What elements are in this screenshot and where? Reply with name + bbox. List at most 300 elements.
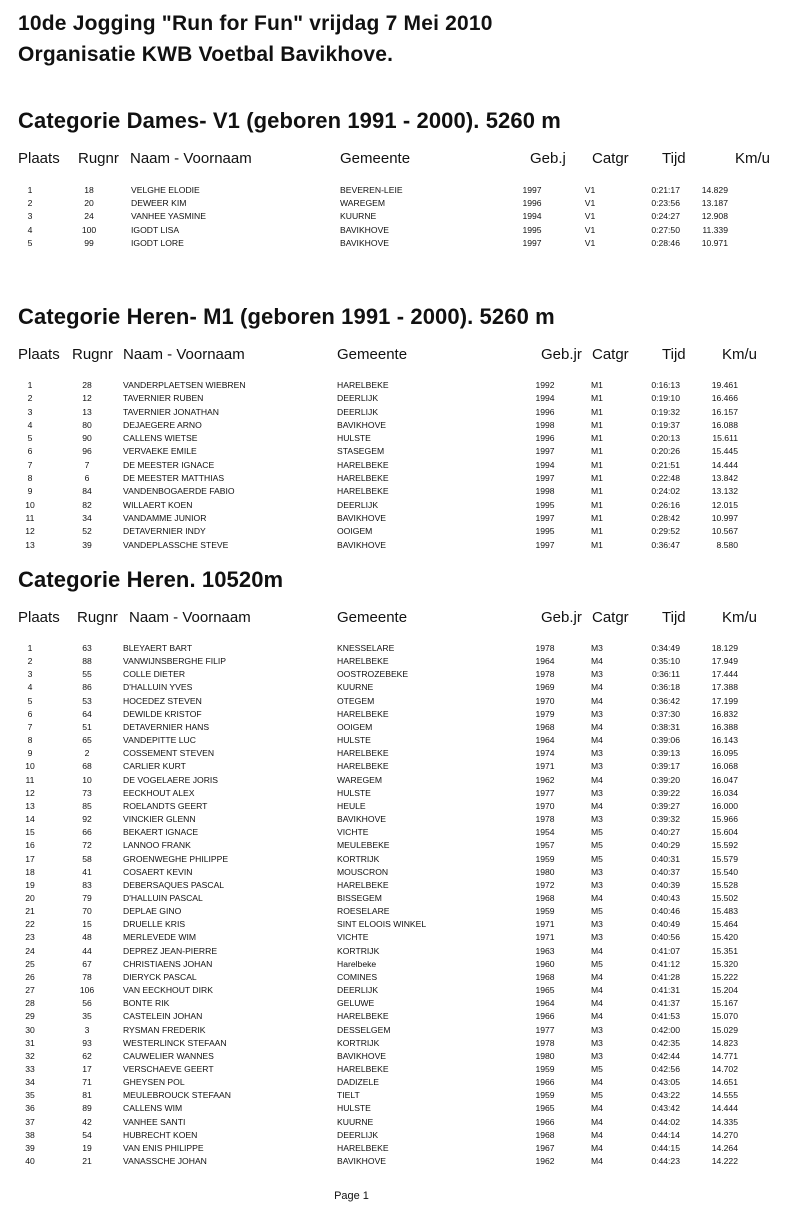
col-naam-cell: GROENWEGHE PHILIPPE <box>123 853 229 864</box>
col-rugnr-cell: 99 <box>84 237 94 248</box>
table-row <box>0 1155 787 1168</box>
col-plaats-cell: 10 <box>25 499 35 510</box>
col-naam-cell: DETAVERNIER INDY <box>123 526 206 537</box>
col-rugnr-cell: 12 <box>82 393 92 404</box>
col-rugnr-cell: 86 <box>82 682 92 693</box>
col-gemeente-cell: HARELBEKE <box>337 761 389 772</box>
col-tijd-cell: 0:42:44 <box>651 1050 680 1061</box>
col-naam-cell: DEBERSAQUES PASCAL <box>123 879 225 890</box>
col-geboortejaar-cell: 1978 <box>535 669 555 680</box>
col-naam-cell: CALLENS WIM <box>123 1103 183 1114</box>
col-snelheid-cell: 17.444 <box>711 669 738 680</box>
col-plaats-cell: 5 <box>27 695 33 706</box>
col-categorie-cell: M4 <box>591 1103 603 1114</box>
col-tijd-cell: 0:40:37 <box>651 866 680 877</box>
col-categorie-cell: M5 <box>591 1064 603 1074</box>
col-geboortejaar-cell: 1977 <box>535 787 555 798</box>
col-tijd-cell: 0:36:11 <box>651 669 680 680</box>
col-plaats-cell: 3 <box>27 669 33 680</box>
col-plaats-cell: 23 <box>25 932 35 943</box>
col-gemeente-cell: DEERLIJK <box>337 393 379 404</box>
col-categorie-header: Catgr <box>592 150 629 167</box>
col-tijd-cell: 0:43:05 <box>651 1077 680 1088</box>
col-tijd-cell: 0:35:10 <box>651 656 680 667</box>
col-categorie-cell: M3 <box>591 866 603 877</box>
col-gemeente-cell: KORTRIJK <box>337 853 380 864</box>
col-tijd-cell: 0:40:39 <box>651 879 680 890</box>
col-rugnr-cell: 13 <box>82 406 92 417</box>
col-gemeente-cell: VICHTE <box>337 932 369 943</box>
col-tijd-cell: 0:40:46 <box>651 906 680 917</box>
table-row <box>0 971 787 984</box>
col-rugnr-cell: 20 <box>84 198 94 209</box>
col-gemeente-cell: BAVIKHOVE <box>337 1156 387 1167</box>
col-naam-header: Naam - Voornaam <box>130 150 252 167</box>
table-row <box>0 695 787 708</box>
col-categorie-cell: M4 <box>591 682 603 693</box>
col-gemeente-cell: ROESELARE <box>337 906 390 917</box>
table-row <box>0 866 787 879</box>
col-geboortejaar-cell: 1965 <box>535 1103 555 1114</box>
col-tijd-cell: 0:39:32 <box>651 814 680 825</box>
col-rugnr-cell: 7 <box>84 459 90 470</box>
col-tijd-cell: 0:16:13 <box>651 380 680 390</box>
col-geboortejaar-cell: 1964 <box>535 998 555 1009</box>
col-snelheid-cell: 16.088 <box>711 419 738 430</box>
col-geboortejaar-cell: 1970 <box>535 695 555 706</box>
table-row <box>0 997 787 1010</box>
col-gemeente-cell: HARELBEKE <box>337 708 389 719</box>
col-naam-cell: VANHEE SANTI <box>123 1116 186 1127</box>
col-naam-cell: LANNOO FRANK <box>123 840 191 851</box>
col-snelheid-cell: 14.444 <box>711 1103 738 1114</box>
col-snelheid-cell: 15.579 <box>711 853 738 864</box>
col-gemeente-cell: DESSELGEM <box>337 1024 391 1035</box>
col-tijd-cell: 0:44:15 <box>651 1142 680 1153</box>
col-gemeente-cell: KUURNE <box>337 682 374 693</box>
table-row <box>0 655 787 668</box>
col-plaats-cell: 6 <box>27 446 33 457</box>
col-tijd-cell: 0:27:50 <box>651 224 680 235</box>
col-rugnr-cell: 2 <box>84 748 90 759</box>
col-categorie-cell: M3 <box>591 669 603 680</box>
col-snelheid-cell: 13.132 <box>711 486 738 497</box>
col-rugnr-cell: 89 <box>82 1103 92 1114</box>
col-rugnr-cell: 67 <box>82 958 92 969</box>
col-categorie-cell: M3 <box>591 1024 603 1035</box>
col-gemeente-cell: MOUSCRON <box>337 866 389 877</box>
col-naam-cell: RYSMAN FREDERIK <box>123 1024 206 1035</box>
table-row <box>0 210 787 223</box>
col-categorie-cell: M3 <box>591 1037 603 1048</box>
col-plaats-cell: 40 <box>25 1156 35 1167</box>
col-geboortejaar-cell: 1996 <box>535 433 555 444</box>
col-naam-cell: DEPLAE GINO <box>123 906 182 917</box>
table-row <box>0 472 787 485</box>
col-naam-cell: WILLAERT KOEN <box>123 499 193 510</box>
col-tijd-cell: 0:39:27 <box>651 800 680 811</box>
col-tijd-cell: 0:44:14 <box>651 1129 680 1140</box>
col-plaats-cell: 34 <box>25 1077 35 1088</box>
col-naam-cell: HUBRECHT KOEN <box>123 1129 198 1140</box>
col-tijd-cell: 0:39:13 <box>651 748 680 759</box>
table-row <box>0 1037 787 1050</box>
col-tijd-cell: 0:36:42 <box>651 695 680 706</box>
col-categorie-cell: M1 <box>591 512 603 523</box>
results-table <box>0 642 787 1168</box>
table-row <box>0 787 787 800</box>
col-naam-cell: ROELANDTS GEERT <box>123 800 208 811</box>
col-rugnr-cell: 88 <box>82 656 92 667</box>
col-rugnr-cell: 72 <box>82 840 92 851</box>
col-tijd-cell: 0:19:10 <box>651 393 680 404</box>
col-plaats-cell: 4 <box>27 682 33 693</box>
col-categorie-cell: M4 <box>591 998 603 1009</box>
col-categorie-cell: M3 <box>591 919 603 930</box>
col-naam-cell: VANHEE YASMINE <box>131 211 206 222</box>
col-tijd-cell: 0:20:26 <box>651 446 680 457</box>
table-header <box>0 346 787 368</box>
col-gemeente-cell: OTEGEM <box>337 695 375 706</box>
col-categorie-header: Catgr <box>592 346 629 363</box>
col-plaats-cell: 2 <box>27 656 33 667</box>
col-categorie-cell: M3 <box>591 787 603 798</box>
col-geboortejaar-cell: 1968 <box>535 892 555 903</box>
col-categorie-cell: M1 <box>591 406 603 417</box>
col-naam-cell: CASTELEIN JOHAN <box>123 1011 203 1022</box>
col-gemeente-header: Gemeente <box>340 150 411 167</box>
col-rugnr-cell: 41 <box>82 866 92 877</box>
col-plaats-cell: 16 <box>25 840 35 851</box>
col-gemeente-cell: WAREGEM <box>340 198 386 209</box>
col-gemeente-cell: SINT ELOOIS WINKEL <box>337 919 427 930</box>
col-rugnr-cell: 92 <box>82 814 92 825</box>
table-row <box>0 1142 787 1155</box>
col-rugnr-cell: 71 <box>82 1077 92 1088</box>
section-title: Categorie Heren. 10520m <box>18 567 284 592</box>
col-gemeente-cell: KORTRIJK <box>337 1037 380 1048</box>
col-rugnr-cell: 82 <box>82 499 92 510</box>
col-snelheid-cell: 15.528 <box>711 879 738 890</box>
table-row <box>0 1102 787 1115</box>
col-plaats-cell: 12 <box>25 526 35 537</box>
col-rugnr-cell: 39 <box>82 539 92 550</box>
col-snelheid-cell: 14.222 <box>711 1156 738 1167</box>
col-geboortejaar-cell: 1965 <box>535 985 555 996</box>
table-row <box>0 419 787 432</box>
col-tijd-header: Tijd <box>662 609 686 626</box>
col-rugnr-cell: 6 <box>84 473 90 484</box>
col-naam-cell: VANDAMME JUNIOR <box>123 512 207 523</box>
table-row <box>0 406 787 419</box>
col-rugnr-cell: 44 <box>82 945 92 956</box>
col-snelheid-cell: 15.445 <box>711 446 738 457</box>
col-rugnr-cell: 34 <box>82 512 92 523</box>
col-naam-cell: IGODT LORE <box>131 237 184 248</box>
table-row <box>0 1063 787 1076</box>
col-rugnr-cell: 3 <box>84 1024 90 1035</box>
col-geboortejaar-cell: 1969 <box>535 682 555 693</box>
col-naam-cell: VAN EECKHOUT DIRK <box>123 985 213 996</box>
col-naam-cell: DEWEER KIM <box>131 198 187 209</box>
col-geboortejaar-cell: 1995 <box>522 224 542 235</box>
table-row <box>0 1050 787 1063</box>
col-naam-cell: WESTERLINCK STEFAAN <box>123 1037 227 1048</box>
col-naam-cell: IGODT LISA <box>131 224 180 235</box>
col-tijd-cell: 0:43:42 <box>651 1103 680 1114</box>
page-number: Page 1 <box>334 1190 369 1202</box>
col-plaats-cell: 9 <box>27 486 33 497</box>
col-plaats-cell: 18 <box>25 866 35 877</box>
col-tijd-cell: 0:21:51 <box>651 459 680 470</box>
col-naam-cell: VANDERPLAETSEN WIEBREN <box>123 380 246 390</box>
col-naam-cell: VANDEPITTE LUC <box>123 735 196 746</box>
table-row <box>0 237 787 250</box>
table-row <box>0 892 787 905</box>
col-geboortejaar-cell: 1997 <box>522 237 542 248</box>
col-snelheid-cell: 15.966 <box>711 814 738 825</box>
col-gemeente-cell: BAVIKHOVE <box>337 512 387 523</box>
col-plaats-cell: 25 <box>25 958 35 969</box>
col-tijd-cell: 0:37:30 <box>651 708 680 719</box>
col-gemeente-cell: HARELBEKE <box>337 656 389 667</box>
col-rugnr-cell: 48 <box>82 932 92 943</box>
col-naam-cell: D'HALLUIN PASCAL <box>123 892 203 903</box>
col-plaats-cell: 11 <box>25 774 35 785</box>
col-tijd-cell: 0:28:42 <box>651 512 680 523</box>
table-row <box>0 499 787 512</box>
col-gemeente-cell: HARELBEKE <box>337 459 389 470</box>
col-plaats-cell: 20 <box>25 892 35 903</box>
col-rugnr-cell: 83 <box>82 879 92 890</box>
col-rugnr-cell: 93 <box>82 1037 92 1048</box>
col-tijd-cell: 0:44:23 <box>651 1156 680 1167</box>
col-naam-cell: BONTE RIK <box>123 998 170 1009</box>
col-categorie-cell: M1 <box>591 380 603 390</box>
col-tijd-header: Tijd <box>662 150 686 167</box>
col-rugnr-cell: 65 <box>82 735 92 746</box>
col-tijd-cell: 0:40:29 <box>651 840 680 851</box>
table-header <box>0 150 787 172</box>
table-row <box>0 708 787 721</box>
col-gemeente-cell: BEVEREN-LEIE <box>340 185 403 195</box>
col-rugnr-cell: 18 <box>84 185 94 195</box>
col-plaats-cell: 26 <box>25 971 35 982</box>
results-table <box>0 184 787 250</box>
table-row <box>0 681 787 694</box>
col-geboortejaar-cell: 1970 <box>535 800 555 811</box>
col-categorie-cell: M3 <box>591 879 603 890</box>
col-gemeente-cell: BAVIKHOVE <box>337 814 387 825</box>
col-categorie-cell: M1 <box>591 499 603 510</box>
col-tijd-cell: 0:40:43 <box>651 892 680 903</box>
col-tijd-cell: 0:20:13 <box>651 433 680 444</box>
col-geboortejaar-cell: 1971 <box>535 919 555 930</box>
col-geboortejaar-cell: 1974 <box>535 748 555 759</box>
col-geboortejaar-cell: 1995 <box>535 499 555 510</box>
col-categorie-cell: M1 <box>591 526 603 537</box>
col-snelheid-cell: 16.832 <box>711 708 738 719</box>
col-snelheid-cell: 14.270 <box>711 1129 738 1140</box>
col-snelheid-cell: 16.034 <box>711 787 738 798</box>
table-header <box>0 609 787 631</box>
col-geboortejaar-cell: 1980 <box>535 866 555 877</box>
col-gemeente-cell: KORTRIJK <box>337 945 380 956</box>
col-plaats-cell: 38 <box>25 1129 35 1140</box>
col-naam-cell: MERLEVEDE WIM <box>123 932 197 943</box>
col-rugnr-cell: 19 <box>82 1142 92 1153</box>
table-row <box>0 392 787 405</box>
col-snelheid-cell: 16.068 <box>711 761 738 772</box>
col-naam-cell: DEPREZ JEAN-PIERRE <box>123 945 218 956</box>
col-plaats-cell: 8 <box>27 735 33 746</box>
table-row <box>0 747 787 760</box>
col-geboortejaar-cell: 1998 <box>535 419 555 430</box>
col-categorie-cell: M4 <box>591 695 603 706</box>
col-tijd-cell: 0:40:27 <box>651 827 680 838</box>
col-naam-cell: TAVERNIER RUBEN <box>123 393 204 404</box>
col-tijd-cell: 0:39:17 <box>651 761 680 772</box>
col-geboortejaar-header: Geb.j <box>530 150 566 167</box>
col-snelheid-cell: 15.222 <box>711 971 738 982</box>
col-categorie-cell: M4 <box>591 774 603 785</box>
col-categorie-cell: M5 <box>591 1090 603 1101</box>
col-rugnr-cell: 10 <box>82 774 92 785</box>
col-gemeente-cell: OOIGEM <box>337 526 373 537</box>
col-snelheid-cell: 16.143 <box>711 735 738 746</box>
col-categorie-cell: V1 <box>584 237 596 248</box>
col-categorie-cell: M3 <box>591 932 603 943</box>
col-rugnr-header: Rugnr <box>78 150 119 167</box>
col-tijd-cell: 0:29:52 <box>651 526 680 537</box>
col-snelheid-cell: 13.842 <box>711 473 738 484</box>
col-snelheid-cell: 10.997 <box>711 512 738 523</box>
col-gemeente-cell: DEERLIJK <box>337 985 379 996</box>
col-rugnr-cell: 28 <box>82 380 92 390</box>
col-tijd-cell: 0:41:12 <box>651 958 680 969</box>
col-categorie-cell: M1 <box>591 486 603 497</box>
col-tijd-cell: 0:34:49 <box>651 643 680 653</box>
col-naam-cell: DEWILDE KRISTOF <box>123 708 202 719</box>
col-rugnr-cell: 90 <box>82 433 92 444</box>
col-categorie-cell: M4 <box>591 1077 603 1088</box>
col-geboortejaar-cell: 1998 <box>535 486 555 497</box>
col-geboortejaar-cell: 1957 <box>535 840 555 851</box>
col-tijd-cell: 0:21:17 <box>651 185 680 195</box>
section-title: Categorie Dames- V1 (geboren 1991 - 2000). 5260 m <box>18 108 561 133</box>
col-snelheid-cell: 15.167 <box>711 998 738 1009</box>
table-row <box>0 774 787 787</box>
table-row <box>0 432 787 445</box>
col-snelheid-header: Km/u <box>722 609 758 626</box>
col-plaats-cell: 30 <box>25 1024 35 1035</box>
table-row <box>0 879 787 892</box>
col-gemeente-cell: MEULEBEKE <box>337 840 390 851</box>
table-row <box>0 918 787 931</box>
col-categorie-cell: M5 <box>591 840 603 851</box>
col-tijd-cell: 0:19:32 <box>651 406 680 417</box>
col-rugnr-cell: 62 <box>82 1050 92 1061</box>
col-gemeente-cell: HULSTE <box>337 735 371 746</box>
col-tijd-cell: 0:41:37 <box>651 998 680 1009</box>
table-row <box>0 1024 787 1037</box>
col-snelheid-cell: 15.420 <box>711 932 738 943</box>
col-categorie-cell: M4 <box>591 656 603 667</box>
col-plaats-cell: 17 <box>25 853 35 864</box>
col-tijd-cell: 0:23:56 <box>651 198 680 209</box>
col-naam-cell: TAVERNIER JONATHAN <box>123 406 219 417</box>
col-gemeente-cell: HARELBEKE <box>337 879 389 890</box>
col-rugnr-cell: 70 <box>82 906 92 917</box>
col-categorie-cell: M5 <box>591 827 603 838</box>
col-geboortejaar-cell: 1968 <box>535 971 555 982</box>
col-tijd-cell: 0:24:02 <box>651 486 680 497</box>
col-tijd-cell: 0:42:35 <box>651 1037 680 1048</box>
col-gemeente-cell: DEERLIJK <box>337 406 379 417</box>
col-gemeente-cell: BAVIKHOVE <box>340 224 390 235</box>
col-rugnr-cell: 100 <box>81 224 97 235</box>
col-categorie-cell: M1 <box>591 473 603 484</box>
col-gemeente-cell: HEULE <box>337 800 366 811</box>
col-gemeente-cell: BAVIKHOVE <box>337 419 387 430</box>
col-categorie-cell: M4 <box>591 892 603 903</box>
col-categorie-cell: M4 <box>591 1129 603 1140</box>
col-plaats-cell: 12 <box>25 787 35 798</box>
table-row <box>0 512 787 525</box>
col-rugnr-cell: 24 <box>84 211 94 222</box>
col-gemeente-cell: TIELT <box>337 1090 360 1101</box>
col-tijd-header: Tijd <box>662 346 686 363</box>
col-geboortejaar-cell: 1997 <box>522 185 542 195</box>
col-categorie-cell: M4 <box>591 971 603 982</box>
table-row <box>0 525 787 538</box>
col-gemeente-cell: HARELBEKE <box>337 1064 389 1074</box>
col-categorie-cell: M1 <box>591 433 603 444</box>
col-plaats-cell: 5 <box>27 237 33 248</box>
table-row <box>0 853 787 866</box>
col-gemeente-cell: HARELBEKE <box>337 486 389 497</box>
col-gemeente-cell: BISSEGEM <box>337 892 382 903</box>
col-categorie-cell: M3 <box>591 643 603 653</box>
col-geboortejaar-cell: 1971 <box>535 761 555 772</box>
col-snelheid-cell: 14.702 <box>711 1064 738 1074</box>
col-gemeente-cell: BAVIKHOVE <box>340 237 390 248</box>
col-categorie-cell: M1 <box>591 459 603 470</box>
col-plaats-cell: 2 <box>27 393 33 404</box>
col-plaats-header: Plaats <box>18 609 60 626</box>
col-tijd-cell: 0:22:48 <box>651 473 680 484</box>
col-snelheid-cell: 12.015 <box>711 499 738 510</box>
col-gemeente-cell: DADIZELE <box>337 1077 380 1088</box>
col-snelheid-cell: 14.335 <box>711 1116 738 1127</box>
col-plaats-cell: 14 <box>25 814 35 825</box>
col-categorie-cell: M1 <box>591 446 603 457</box>
col-categorie-cell: M4 <box>591 1156 603 1167</box>
col-categorie-cell: M4 <box>591 1116 603 1127</box>
col-categorie-cell: M3 <box>591 748 603 759</box>
table-row <box>0 1089 787 1102</box>
table-row <box>0 184 787 197</box>
col-naam-cell: D'HALLUIN YVES <box>123 682 193 693</box>
col-naam-cell: VANASSCHE JOHAN <box>123 1156 207 1167</box>
col-gemeente-cell: HULSTE <box>337 433 371 444</box>
col-categorie-cell: M5 <box>591 853 603 864</box>
col-geboortejaar-cell: 1962 <box>535 774 555 785</box>
col-snelheid-cell: 15.604 <box>711 827 738 838</box>
col-naam-cell: GHEYSEN POL <box>123 1077 185 1088</box>
col-plaats-cell: 3 <box>27 406 33 417</box>
col-plaats-cell: 5 <box>27 433 33 444</box>
